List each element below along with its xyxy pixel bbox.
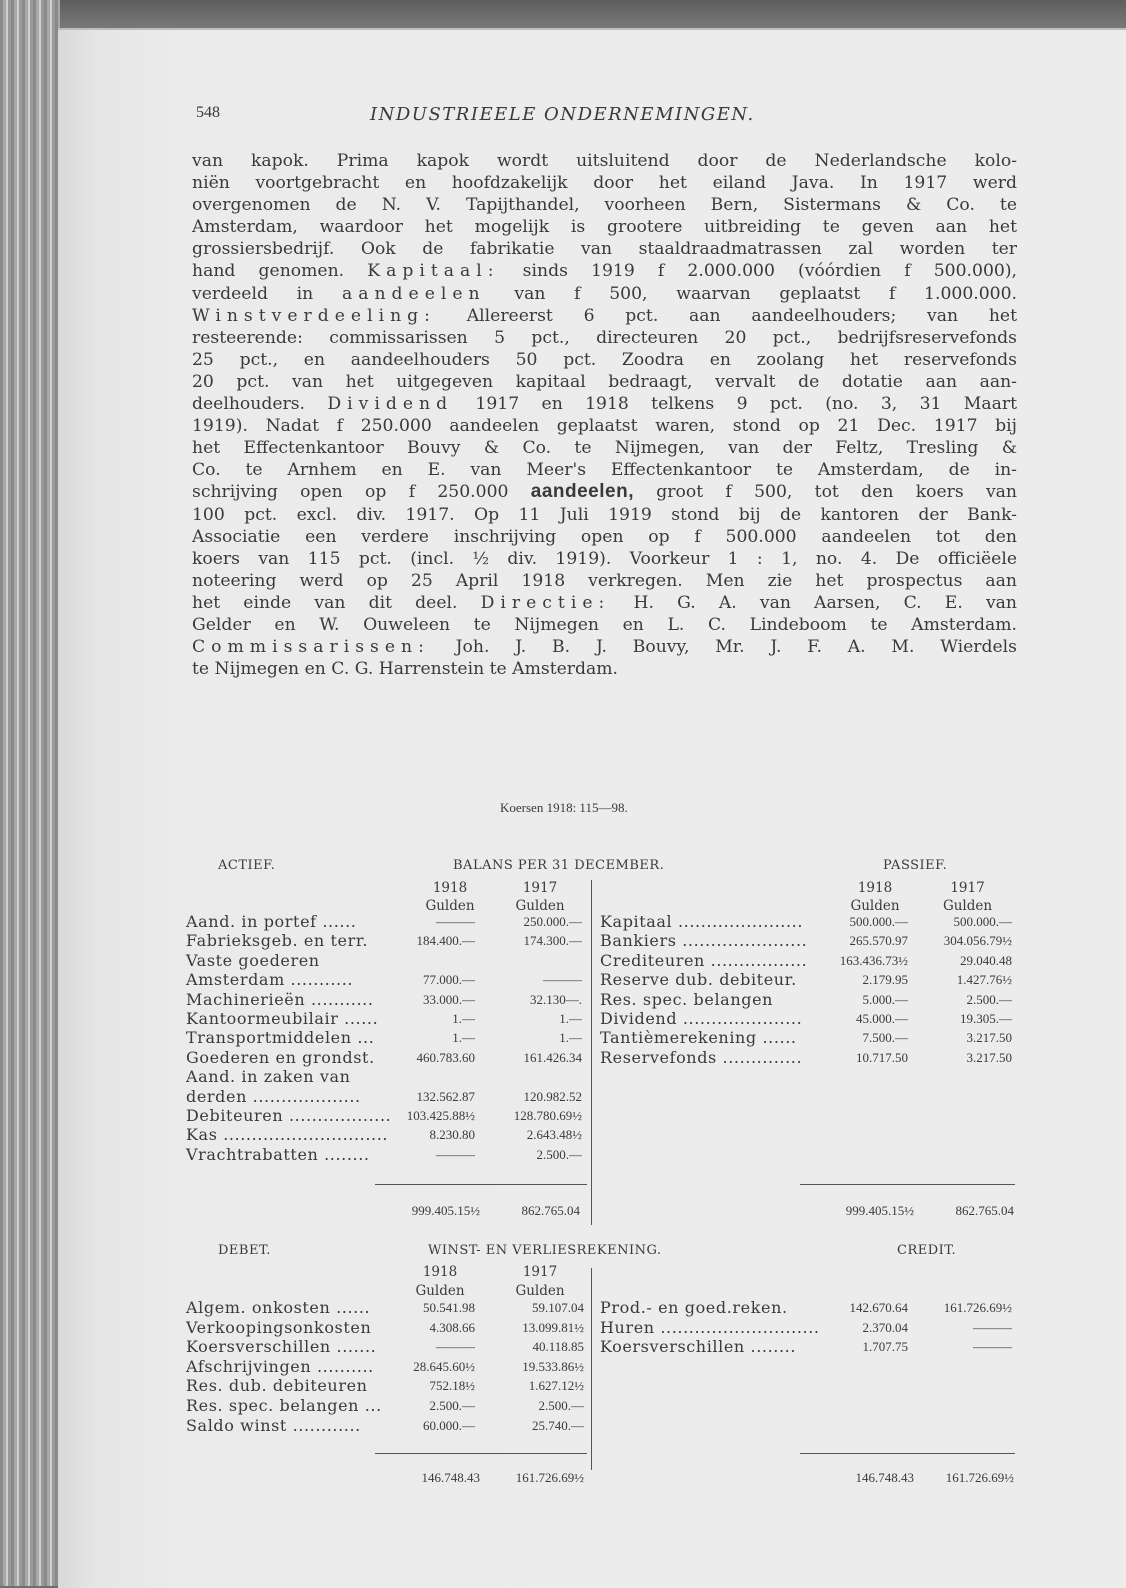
value-1918: 265.570.97 xyxy=(849,933,908,949)
value-1918: ——— xyxy=(436,1146,475,1162)
value-1917: 120.982.52 xyxy=(523,1088,582,1104)
row-label: Res. spec. belangen xyxy=(600,989,774,1009)
text-line: overgenomen de N. V. Tapijthandel, voorheen Bern, Sistermans & Co. te xyxy=(192,195,1017,216)
passief-currency-2: Gulden xyxy=(942,898,993,914)
value-1918: 132.562.87 xyxy=(416,1088,475,1104)
value-1917: 1.— xyxy=(559,1011,582,1026)
actief-total-1917: 862.765.04 xyxy=(521,1203,580,1218)
passief-total-1918: 999.405.15½ xyxy=(845,1203,914,1218)
credit-total-rule xyxy=(800,1453,1015,1454)
row-label: Koersverschillen ....... xyxy=(186,1337,377,1357)
text-line: te Nijmegen en C. G. Harrenstein te Amsterdam. xyxy=(192,659,619,680)
company-description xyxy=(192,150,1017,680)
value-1918: 184.400.— xyxy=(416,933,475,949)
spaced-keyword: aandeelen xyxy=(341,283,486,304)
value-1917: 2.500.— xyxy=(966,991,1012,1007)
row-label: Debiteuren .................. xyxy=(186,1106,392,1125)
row-label: Verkoopingsonkosten xyxy=(186,1317,372,1337)
value-1917: 1.627.12½ xyxy=(528,1378,584,1394)
text-line: noteering werd op 25 April 1918 verkregen. Men zie het prospectus aan xyxy=(192,570,1017,591)
wv-year-1: 1918 xyxy=(422,1264,458,1280)
passief-total-1917: 862.765.04 xyxy=(955,1203,1014,1218)
balans-divider xyxy=(591,880,592,1225)
spaced-keyword: Winstverdeeling: xyxy=(192,305,436,326)
value-1918: 10.717.50 xyxy=(856,1049,908,1065)
actief-total-1918: 999.405.15½ xyxy=(411,1203,480,1218)
text-line: Commissarissen: Joh. J. B. J. Bouvy, Mr. J. F. A. M. Wierdels xyxy=(192,637,1017,658)
debet-total-1918: 146.748.43 xyxy=(421,1470,480,1485)
value-1918: 142.670.64 xyxy=(849,1300,908,1315)
value-1918: 8.230.80 xyxy=(429,1127,475,1143)
value-1917: 500.000.— xyxy=(953,914,1012,929)
actief-title: ACTIEF. xyxy=(218,858,276,873)
value-1918: 1.707.75 xyxy=(862,1339,908,1355)
row-label: Vaste goederen xyxy=(186,950,320,970)
passief-year-2: 1917 xyxy=(950,880,985,896)
text-line: het Effectenkantoor Bouvy & Co. te Nijmegen, van der Feltz, Tresling & xyxy=(192,438,1017,459)
value-1917: 59.107.04 xyxy=(532,1300,584,1315)
row-label: Fabrieksgeb. en terr. xyxy=(186,931,369,951)
row-label: Algem. onkosten ...... xyxy=(186,1298,371,1317)
row-label: Res. dub. debiteuren xyxy=(186,1376,368,1396)
value-1918: 460.783.60 xyxy=(416,1049,475,1065)
row-label: Dividend ..................... xyxy=(600,1009,803,1028)
actief-total-rule xyxy=(375,1184,587,1185)
value-1918: 1.— xyxy=(452,1030,475,1046)
row-label: Prod.- en goed.reken. xyxy=(600,1298,788,1317)
value-1917: 161.426.34 xyxy=(523,1049,582,1065)
row-label: Res. spec. belangen ... xyxy=(186,1396,382,1415)
actief-year-2: 1917 xyxy=(522,880,558,896)
spaced-keyword: Kapitaal: xyxy=(367,261,500,282)
row-label: Amsterdam ........... xyxy=(186,970,354,990)
debet-total-1917: 161.726.69½ xyxy=(515,1470,584,1485)
wv-currency-2: Gulden xyxy=(515,1283,565,1299)
row-label: Tantièmerekening ...... xyxy=(600,1028,797,1048)
value-1917: 2.643.48½ xyxy=(526,1127,582,1143)
wv-currency-1: Gulden xyxy=(415,1283,465,1299)
value-1917: 3.217.50 xyxy=(966,1049,1012,1065)
value-1918: 60.000.— xyxy=(423,1417,475,1433)
text-line: schrijving open op f 250.000 aandeelen, groot f 500, tot den koers van xyxy=(192,481,1017,503)
credit-title: CREDIT. xyxy=(897,1243,957,1258)
value-1918: 45.000.— xyxy=(856,1011,908,1026)
value-1918: 28.645.60½ xyxy=(413,1358,475,1374)
value-1917: 1.— xyxy=(559,1030,582,1046)
value-1918: 500.000.— xyxy=(849,914,908,929)
value-1917: 161.726.69½ xyxy=(943,1300,1012,1315)
scan-top-edge xyxy=(0,0,1126,30)
value-1917: 174.300.— xyxy=(523,933,582,949)
value-1917: 2.500.— xyxy=(538,1398,584,1413)
row-label: Koersverschillen ........ xyxy=(600,1337,797,1357)
spaced-keyword: Commissarissen: xyxy=(192,637,430,658)
row-label: Kas ............................. xyxy=(186,1125,389,1145)
text-line: grossiersbedrijf. Ook de fabrikatie van staaldraadmatrassen zal worden ter xyxy=(192,239,1017,260)
wv-year-2: 1917 xyxy=(522,1264,558,1280)
value-1918: 33.000.— xyxy=(423,991,475,1007)
book-spine-edge xyxy=(0,0,60,1586)
debet-title: DEBET. xyxy=(218,1243,271,1258)
passief-title: PASSIEF. xyxy=(883,858,948,873)
value-1917: 29.040.48 xyxy=(960,952,1012,968)
value-1918: ——— xyxy=(436,1339,475,1355)
spaced-keyword: Dividend xyxy=(327,394,454,415)
passief-year-1: 1918 xyxy=(857,880,893,896)
text-line: Amsterdam, waardoor het mogelijk is grootere uitbreiding te geven aan het xyxy=(192,217,1017,238)
row-label: Aand. in portef ...... xyxy=(186,912,357,931)
value-1918: 2.500.— xyxy=(429,1398,475,1413)
value-1917: 250.000.— xyxy=(523,914,582,929)
text-line: hand genomen. Kapitaal: sinds 1919 f 2.000.000 (vóórdien f 500.000), xyxy=(192,261,1017,282)
value-1918: 4.308.66 xyxy=(429,1319,475,1335)
text-line: Gelder en W. Ouweleen te Nijmegen en L. C. Lindeboom te Amsterdam. xyxy=(192,614,1017,635)
value-1917: 40.118.85 xyxy=(532,1339,584,1355)
value-1917: 25.740.— xyxy=(532,1417,584,1433)
row-label: Reservefonds .............. xyxy=(600,1047,803,1067)
text-line: niën voortgebracht en hoofdzakelijk door het eiland Java. In 1917 werd xyxy=(192,173,1017,194)
text-line: 20 pct. van het uitgegeven kapitaal bedraagt, vervalt de dotatie aan aan- xyxy=(192,371,1017,392)
value-1918: 2.370.04 xyxy=(862,1319,908,1335)
row-label: Huren ............................ xyxy=(600,1317,820,1337)
value-1918: 7.500.— xyxy=(862,1030,908,1046)
koersen-line: Koersen 1918: 115—98. xyxy=(500,800,628,815)
value-1918: 163.436.73½ xyxy=(839,952,908,968)
row-label: Vrachtrabatten ........ xyxy=(186,1144,370,1164)
row-label: Afschrijvingen .......... xyxy=(186,1356,374,1376)
text-line: Associatie een verdere inschrijving open op f 500.000 aandeelen tot den xyxy=(192,526,1017,547)
actief-currency-2: Gulden xyxy=(515,898,565,914)
row-label: Bankiers ...................... xyxy=(600,931,808,951)
value-1917: 32.130—. xyxy=(530,991,582,1007)
row-label: Machinerieën ........... xyxy=(186,989,374,1009)
value-1917: 19.305.— xyxy=(960,1011,1012,1026)
text-line: van kapok. Prima kapok wordt uitsluitend door de Nederlandsche kolo- xyxy=(192,151,1017,171)
value-1917: ——— xyxy=(543,972,582,988)
credit-total-1917: 161.726.69½ xyxy=(945,1470,1014,1485)
value-1917: 13.099.81½ xyxy=(522,1319,584,1335)
row-label: Kantoormeubilair ...... xyxy=(186,1009,379,1028)
value-1917: 3.217.50 xyxy=(966,1030,1012,1046)
text-line: koers van 115 pct. (incl. ½ div. 1919). Voorkeur 1 : 1, no. 4. De officiëele xyxy=(192,548,1017,569)
text-line: Co. te Arnhem en E. van Meer's Effectenkantoor te Amsterdam, de in- xyxy=(192,460,1017,481)
text-line: 25 pct., en aandeelhouders 50 pct. Zoodra en zoolang het reservefonds xyxy=(192,349,1017,370)
credit-total-1918: 146.748.43 xyxy=(855,1470,914,1485)
bold-keyword: aandeelen, xyxy=(530,481,634,503)
actief-year-1: 1918 xyxy=(432,880,468,896)
value-1917: ——— xyxy=(973,1339,1012,1355)
page-header xyxy=(196,104,1026,128)
value-1917: 128.780.69½ xyxy=(513,1108,582,1123)
text-line: resteerende: commissarissen 5 pct., directeuren 20 pct., bedrijfsreservefonds xyxy=(192,327,1017,348)
actief-currency-1: Gulden xyxy=(425,898,475,914)
debet-total-rule xyxy=(375,1453,587,1454)
text-line: Winstverdeeling: Allereerst 6 pct. aan aandeelhouders; van het xyxy=(192,305,1017,326)
value-1917: ——— xyxy=(973,1319,1012,1335)
text-line: 100 pct. excl. div. 1917. Op 11 Juli 1919 stond bij de kantoren der Bank- xyxy=(192,504,1017,525)
row-label: Transportmiddelen ... xyxy=(186,1028,375,1048)
passief-currency-1: Gulden xyxy=(850,898,900,914)
value-1918: 1.— xyxy=(452,1011,475,1026)
value-1918: 77.000.— xyxy=(423,972,475,988)
value-1918: 50.541.98 xyxy=(423,1300,475,1315)
wv-divider xyxy=(591,1268,592,1470)
value-1918: ——— xyxy=(436,914,475,929)
page-number: 548 xyxy=(196,104,220,121)
value-1918: 103.425.88½ xyxy=(406,1108,475,1123)
wv-title: WINST- EN VERLIESREKENING. xyxy=(428,1243,662,1258)
text-line: deelhouders. Dividend 1917 en 1918 telkens 9 pct. (no. 3, 31 Maart xyxy=(192,394,1017,415)
value-1917: 1.427.76½ xyxy=(956,972,1012,988)
row-label: Kapitaal ...................... xyxy=(600,912,804,931)
row-label: Saldo winst ............ xyxy=(186,1415,361,1435)
row-label: derden ................... xyxy=(186,1086,361,1106)
row-label: Goederen en grondst. xyxy=(186,1047,375,1067)
value-1918: 2.179.95 xyxy=(862,972,908,988)
text-line: 1919). Nadat f 250.000 aandeelen geplaatst waren, stond op 21 Dec. 1917 bij xyxy=(192,416,1017,437)
text-line: het einde van dit deel. Directie: H. G. A. van Aarsen, C. E. van xyxy=(192,592,1017,613)
balans-title: BALANS PER 31 DECEMBER. xyxy=(453,858,665,873)
value-1917: 304.056.79½ xyxy=(943,933,1012,949)
running-title: INDUSTRIEELE ONDERNEMINGEN. xyxy=(370,104,755,125)
text-line: verdeeld in aandeelen van f 500, waarvan geplaatst f 1.000.000. xyxy=(192,283,1017,304)
passief-total-rule xyxy=(800,1184,1015,1185)
value-1918: 752.18½ xyxy=(429,1378,475,1394)
value-1917: 19.533.86½ xyxy=(522,1358,584,1374)
value-1918: 5.000.— xyxy=(862,991,908,1007)
value-1917: 2.500.— xyxy=(536,1146,582,1162)
row-label: Reserve dub. debiteur. xyxy=(600,970,797,990)
row-label: Crediteuren ................. xyxy=(600,950,808,970)
spaced-keyword: Directie: xyxy=(480,592,611,613)
row-label: Aand. in zaken van xyxy=(186,1067,351,1087)
